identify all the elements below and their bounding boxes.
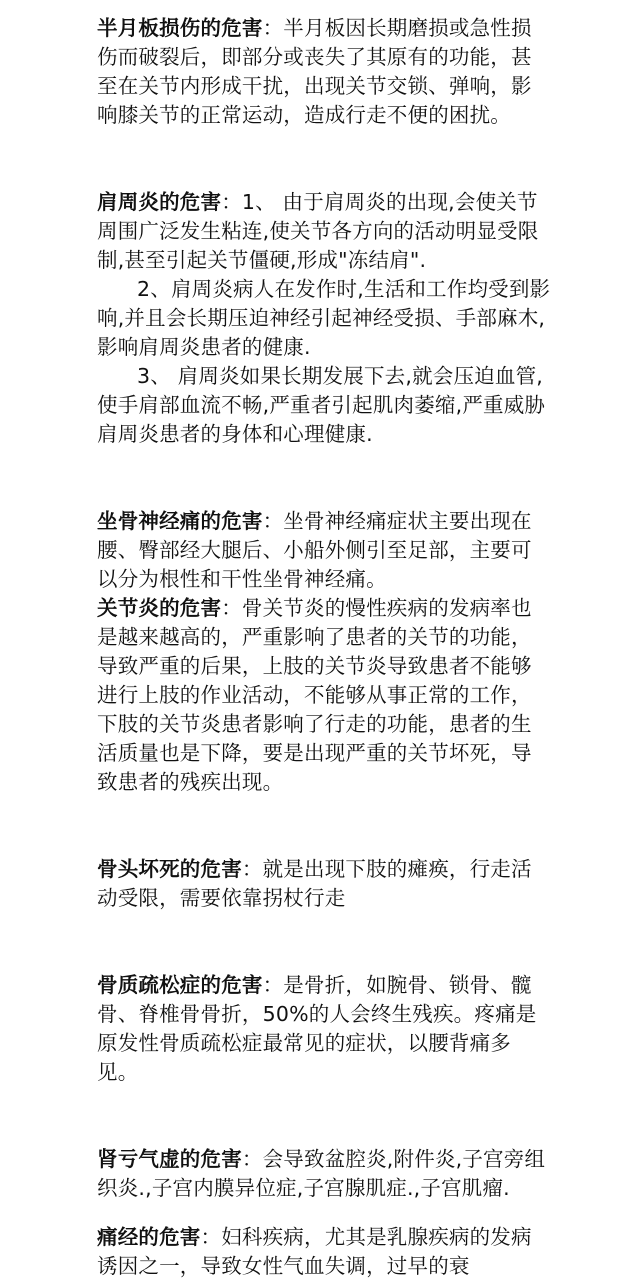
section-necrosis bbox=[97, 855, 552, 913]
spacer bbox=[97, 1087, 552, 1145]
section-text: ：半月板因长期磨损或急性损伤而破裂后，即部分或丧失了其原有的功能，甚至在关节内形成干扰，出现关节交锁、弹响，影响膝关节的正常运动，造成行走不便的困扰。 bbox=[97, 16, 532, 127]
section-dysmenorrhea bbox=[97, 1223, 552, 1281]
section-text: 2、肩周炎病人在发作时,生活和工作均受到影响,并且会长期压迫神经引起神经受损、手部麻木,影响肩周炎患者的健康. bbox=[97, 277, 551, 359]
section-text: ：1、 由于肩周炎的出现,会使关节周围广泛发生粘连,使关节各方向的活动明显受限制,甚至引起关节僵硬,形成"冻结肩". bbox=[97, 190, 539, 272]
section-title: 骨质疏松症的危害 bbox=[97, 973, 263, 997]
section-title: 肩周炎的危害 bbox=[97, 190, 222, 214]
section-title: 半月板损伤的危害 bbox=[97, 16, 263, 40]
spacer bbox=[97, 913, 552, 971]
section-title: 痛经的危害 bbox=[97, 1225, 201, 1249]
section-text: ：会导致盆腔炎,附件炎,子宫旁组织炎.,子宫内膜异位症,子宫腺肌症.,子宫肌瘤. bbox=[97, 1147, 546, 1200]
section-arthritis bbox=[97, 594, 552, 797]
spacer bbox=[97, 797, 552, 855]
section-text: ：骨关节炎的慢性疾病的发病率也是越来越高的，严重影响了患者的关节的功能，导致严重的后果，上肢的关节炎导致患者不能够进行上肢的作业活动，不能够从事正常的工作，下肢的关节炎患者影响了行走的功能，患者的生活质量也是下降，要是出现严重的关节坏死，导致患者的残疾出现。 bbox=[97, 596, 532, 794]
section-kidney bbox=[97, 1145, 552, 1203]
section-shoulder bbox=[97, 188, 552, 449]
article-body bbox=[97, 14, 552, 1281]
section-sciatica bbox=[97, 507, 552, 594]
section-title: 坐骨神经痛的危害 bbox=[97, 509, 263, 533]
spacer bbox=[97, 130, 552, 188]
section-text: 3、 肩周炎如果长期发展下去,就会压迫血管,使手肩部血流不畅,严重者引起肌肉萎缩,严重威胁肩周炎患者的身体和心理健康. bbox=[97, 364, 546, 446]
spacer bbox=[97, 449, 552, 507]
spacer bbox=[97, 1203, 552, 1223]
section-title: 肾亏气虚的危害 bbox=[97, 1147, 242, 1171]
section-meniscus bbox=[97, 14, 552, 130]
section-title: 关节炎的危害 bbox=[97, 596, 222, 620]
section-osteoporosis bbox=[97, 971, 552, 1087]
section-title: 骨头坏死的危害 bbox=[97, 857, 242, 881]
section-text: ：妇科疾病，尤其是乳腺疾病的发病诱因之一，导致女性气血失调，过早的衰 bbox=[97, 1225, 532, 1278]
section-text: ：坐骨神经痛症状主要出现在腰、臀部经大腿后、小船外侧引至足部，主要可以分为根性和干性坐骨神经痛。 bbox=[97, 509, 532, 591]
section-text: ：就是出现下肢的瘫痪，行走活动受限，需要依靠拐杖行走 bbox=[97, 857, 532, 910]
section-text: ：是骨折，如腕骨、锁骨、髋骨、脊椎骨骨折，50%的人会终生残疾。疼痛是原发性骨质疏松症最常见的症状，以腰背痛多见。 bbox=[97, 973, 537, 1084]
